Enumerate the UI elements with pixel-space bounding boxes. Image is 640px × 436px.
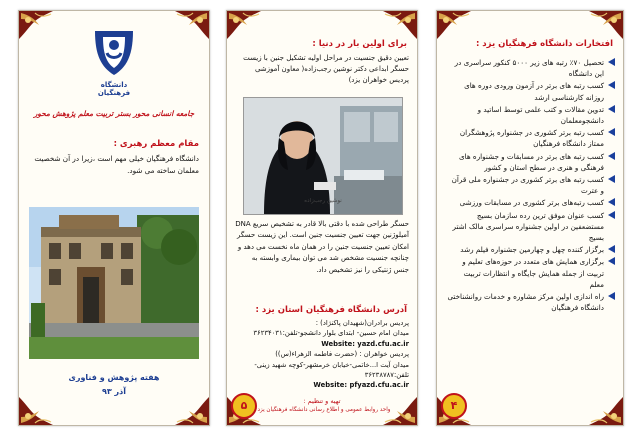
honor-text: کسب رتبه های برتر در مسابقات و جشنواره های فرهنگی و هنری در سطح استان و کشور — [459, 151, 604, 172]
list-item — [447, 291, 615, 313]
honor-text: کسب رتبه‌های برتر کشوری در مسابقات ورزشی — [459, 198, 604, 208]
website-link[interactable]: Website: yazd.cfu.ac.ir — [321, 339, 409, 348]
corner-ornament-icon — [19, 11, 53, 39]
researcher-lab-image — [244, 98, 402, 214]
honor-text: راه اندازی اولین مرکز مشاوره و خدمات روانشناختی دانشگاه فرهنگیان — [447, 292, 604, 313]
list-item — [447, 57, 615, 79]
page-number-badge: ۴ — [441, 393, 467, 419]
prepared-by-title: تهیه و تنظیم : — [303, 397, 341, 405]
arrow-bullet-icon — [608, 211, 615, 219]
logo-text: دانشگاه فرهنگیان — [97, 81, 131, 97]
university-emblem-icon — [87, 25, 141, 79]
corner-ornament-icon — [175, 11, 209, 39]
corner-ornament-icon — [589, 397, 623, 425]
arrow-bullet-icon — [608, 292, 615, 300]
honor-text: کسب عنوان موفق ترین رده سازمان بسیج مستضعفین در اولین جشنواره سراسری مالک اشتر بسیج — [452, 210, 604, 243]
arrow-bullet-icon — [608, 81, 615, 89]
list-item — [447, 197, 615, 208]
list-item — [447, 256, 615, 290]
address-line: پردیس خواهران : (حضرت فاطمه الزهراء(س)) — [275, 350, 409, 359]
address-title: آدرس دانشگاه فرهنگیان استان یزد : — [255, 305, 407, 315]
university-building-image — [29, 207, 199, 359]
arrow-bullet-icon — [608, 175, 615, 183]
list-item — [447, 80, 615, 102]
researcher-photo — [243, 97, 403, 215]
leader-quote: دانشگاه فرهنگیان خیلی مهم است ،زیرا در آن شخصیت معلمان ساخته می شود. — [34, 154, 199, 175]
honor-text: تدوین مقالات و کتب علمی توسط اساتید و دانشجومعلمان — [477, 104, 604, 126]
corner-ornament-icon — [227, 11, 261, 39]
honor-text: تحصیل ۷۰٪ رتبه های زیر ۵۰۰۰ کنکور سراسری در این دانشگاه — [454, 58, 604, 79]
honors-list — [447, 57, 615, 314]
world-first-text: تعیین دقیق جنسیت در مراحل اولیه تشکیل جنین با زیست حسگر ابداعی دکتر نوشین رجب‌زاده( معاون آموزشی پردیس خواهران یزد) — [243, 54, 409, 84]
arrow-bullet-icon — [608, 128, 615, 136]
biosensor-description: حسگر طراحی شده با دقتی بالا قادر به تشخیص سریع DNA آمیلوژنین جهت تعیین جنسیت جنین است. این زیست حسگر امکان تعیین جنسیت جنین را در همان ماه نخست می دهد و چنانچه جنسیت مشخص شد می توان بیماری وابسته به جنس ژنتیکی را نیز تشخیص داد. — [235, 220, 409, 274]
prepared-by-text: واحد روابط عمومی و اطلاع رسانی دانشگاه فرهنگیان یزد — [257, 407, 391, 413]
honors-panel — [436, 10, 624, 426]
corner-ornament-icon — [175, 397, 209, 425]
list-item — [447, 174, 615, 196]
honors-title: افتخارات دانشگاه فرهنگیان یزد : — [475, 39, 613, 49]
footer-line-1: هفته پژوهش و فناوری — [68, 373, 160, 382]
university-logo — [85, 25, 143, 97]
arrow-bullet-icon — [608, 245, 615, 253]
honor-text: کسب رتبه برتر کشوری در جشنواره پژوهشگران ممتاز دانشگاه فرهنگیان — [459, 128, 604, 149]
world-first-title: برای اولین بار در دنیا : — [312, 39, 407, 49]
corner-ornament-icon — [19, 397, 53, 425]
research-panel — [226, 10, 418, 426]
corner-ornament-icon — [383, 11, 417, 39]
page-number-badge: ۵ — [231, 393, 257, 419]
cover-panel — [18, 10, 210, 426]
address-block — [235, 318, 409, 391]
photo-caption: نوشین رجب‌زاده — [304, 198, 342, 204]
list-item — [447, 210, 615, 244]
arrow-bullet-icon — [608, 58, 615, 66]
address-line: میدان امام حسین- ابتدای بلوار دانشجو-تلفن:۳۶۲۳۴۰۳۱ — [253, 329, 409, 338]
honor-text: کسب رتبه های برتر در آزمون ورودی دوره های روزانه کارشناسی ارشد — [464, 81, 604, 102]
leader-title: مقام معظم رهبری : — [113, 139, 199, 149]
corner-ornament-icon — [437, 11, 471, 39]
footer-line-2: آذر ۹۳ — [101, 387, 126, 396]
arrow-bullet-icon — [608, 257, 615, 265]
corner-ornament-icon — [589, 11, 623, 39]
list-item — [447, 244, 615, 255]
list-item — [447, 151, 615, 173]
arrow-bullet-icon — [608, 105, 615, 113]
tagline: جامعه انسانی محور بستر تربیت معلم پژوهش محور — [33, 109, 195, 118]
honor-text: برگزاری همایش های متعدد در حوزه‌های تعلیم و تربیت از جمله همایش جایگاه و انتظارات تربیت معلم — [462, 257, 604, 289]
address-line: پردیس برادران(شهیدان پاکنژاد) : — [315, 319, 409, 327]
honor-text: برگزار کننده چهل و چهارمین جشنواره فیلم رشد — [460, 245, 604, 255]
address-line: میدان آیت ا...خاتمی-خیابان خرمشهر-کوچه شهید زینی-تلفن:۳۶۲۳۸۷۸۷ — [254, 360, 409, 380]
arrow-bullet-icon — [608, 152, 615, 160]
website-link[interactable]: Website: pfyazd.cfu.ac.ir — [313, 381, 409, 390]
arrow-bullet-icon — [608, 198, 615, 206]
list-item — [447, 127, 615, 149]
honor-text: کسب رتبه های برتر کشوری در جشنواره ملی قرآن و عترت — [451, 175, 604, 196]
list-item — [447, 104, 615, 126]
